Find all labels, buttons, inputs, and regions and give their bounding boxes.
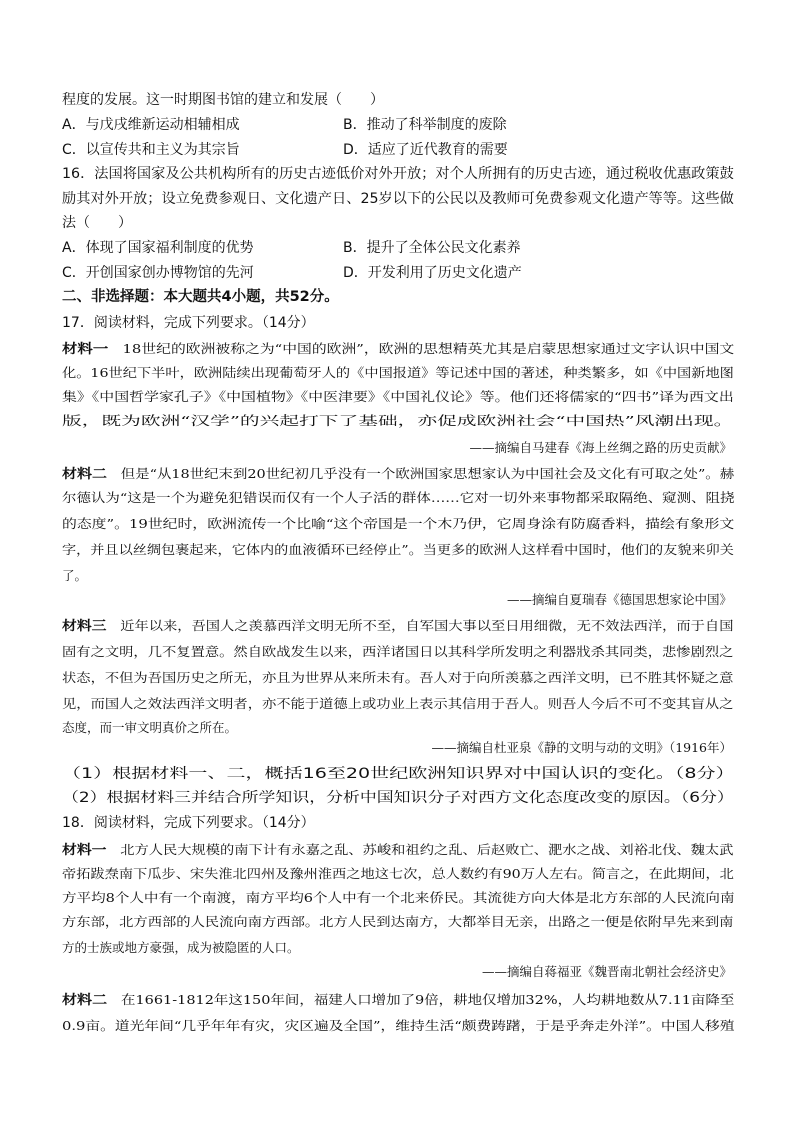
q16-option-d[interactable]: D．开发利用了历史文化遗产: [343, 265, 522, 281]
q17-material2-line-2: 尔德认为“这是一个为避免犯错误而仅有一个人子活的群体……它对一切外来事物都采取隔绝、窥测、阻挠: [62, 490, 735, 505]
q18-material2-line-1: 材料二 在1661-1812年这150年间，福建人口增加了9倍，耕地仅增加32%，人均耕地数从7.11亩降至: [62, 992, 735, 1008]
q18-material1-line-2: 帝拓跋焘南下瓜步、宋失淮北四州及豫州淮西之地这七次，总人数约有90万人左右。简言之，在此期间，北: [62, 866, 734, 881]
q16-option-b[interactable]: B．提升了全体公民文化素养: [343, 240, 521, 256]
q18-material1-line-5: 方的士族或地方豪强，成为被隐匿的人口。: [62, 940, 300, 955]
q15-option-c[interactable]: C．以宣传共和主义为其宗旨: [62, 142, 240, 158]
q18-stem: 18．阅读材料，完成下列要求。（14分）: [62, 815, 315, 831]
q18-material1-line-4: 方东部，北方西部的人民流向南方西部。北方人民到达南方，大都举目无亲，出路之一便是依附早先来到南: [62, 914, 734, 929]
q17-material1-line-4: 版，既为欧洲“汉学”的兴起打下了基础，亦促成欧洲社会“中国热”风潮出现。: [62, 413, 734, 428]
q18-material2-label: 材料二: [62, 993, 108, 1008]
q15-option-d[interactable]: D．适应了近代教育的需要: [343, 142, 508, 158]
q17-material3-source: ——摘编自杜亚泉《静的文明与动的文明》（1916年）: [431, 740, 732, 755]
q18-material1-line-1: 材料一 北方人民大规模的南下计有永嘉之乱、苏峻和祖约之乱、后赵败亡、淝水之战、刘裕北伐、魏太武: [62, 842, 734, 858]
q17-requirement-1: （1）根据材料一、二，概括16至20世纪欧洲知识界对中国认识的变化。（8分）: [62, 766, 735, 782]
q17-material1-source: ——摘编自马建春《海上丝绸之路的历史贡献》: [469, 440, 732, 455]
q18-material2-line-2: 0.9亩。道光年间“几乎年年有灾，灾区遍及全国”，维持生活“颇费踌躇，于是乎奔走外洋”。中国人移殖: [62, 1018, 735, 1033]
q17-material3-label: 材料三: [62, 619, 107, 634]
q17-material3-line-3: 状态，不但为吾国历史之所无，亦且为世界从来所未有。吾人对于向所羡慕之西洋文明，已不胜其怀疑之意: [62, 670, 734, 685]
q17-material1-line-2: 化。16世纪下半叶，欧洲陆续出现葡萄牙人的《中国报道》等记述中国的著述，种类繁多，如《中国新地图: [62, 365, 734, 380]
q17-material2-line-4: 字，并且以丝绸包裹起来，它体内的血液循环已经停止”。当更多的欧洲人这样看中国时，他们的友貌来卯关: [62, 542, 734, 557]
q17-material2-line-5: 了。: [62, 568, 88, 583]
q17-material3-line-4: 见，而国人之效法西洋文明者，亦不能于道德上或功业上表示其信用于吾人。则吾人今后不可不变其盲从之: [62, 696, 734, 711]
q17-material1-label: 材料一: [62, 342, 109, 357]
section-2-heading: 二、非选择题：本大题共4小题，共52分。: [62, 289, 339, 305]
q17-material2-line-1: 材料二 但是“从18世纪末到20世纪初几乎没有一个欧洲国家思想家认为中国社会及文化有可取之处”。赫: [62, 466, 735, 482]
q17-material2-source: ——摘编自夏瑞春《德国思想家论中国》: [506, 592, 732, 607]
q15-option-b[interactable]: B．推动了科举制度的废除: [343, 117, 507, 133]
q18-material1-source: ——摘编自蒋福亚《魏晋南北朝社会经济史》: [481, 964, 732, 979]
q17-material3-line-5: 态度，而一审文明真价之所在。: [62, 720, 238, 735]
q17-material1-line-1: 材料一 18世纪的欧洲被称之为“中国的欧洲”，欧洲的思想精英尤其是启蒙思想家通过文字认识中国文: [62, 341, 735, 357]
q16-stem-line-1: 16．法国将国家及公共机构所有的历史古迹低价对外开放；对个人所拥有的历史古迹，通过税收优惠政策鼓: [62, 166, 734, 182]
q18-material1-line-3: 方平均8个人中有一个南渡，南方平均6个人中有一个北来侨民。其流徙方向大体是北方东部的人民流向南: [62, 890, 735, 905]
q15-option-a[interactable]: A．与戊戌维新运动相辅相成: [62, 117, 240, 133]
q17-material3-line-2: 固有之文明，几不复置意。然自欧战发生以来，西洋诸国日以其科学所发明之利器戕杀其同类，悲惨剧烈之: [62, 644, 734, 659]
q17-material2-label: 材料二: [62, 467, 107, 482]
q16-options-row-2: [62, 262, 734, 284]
q16-stem-line-3: 法（ ）: [62, 215, 132, 231]
q16-option-c[interactable]: C．开创国家创办博物馆的先河: [62, 265, 254, 281]
q18-material1-label: 材料一: [62, 843, 107, 858]
q17-material3-line-1: 材料三 近年以来，吾国人之羡慕西洋文明无所不至，自军国大事以至日用细微，无不效法西洋，而于自国: [62, 618, 734, 634]
q16-option-a[interactable]: A．体现了国家福利制度的优势: [62, 240, 254, 256]
q15-stem-tail: 程度的发展。这一时期图书馆的建立和发展（ ）: [62, 92, 384, 108]
q16-stem-line-2: 励其对外开放；设立免费参观日、文化遗产日、25岁以下的公民以及教师可免费参观文化遗产等等。这些做: [62, 191, 734, 207]
q17-requirement-2: （2）根据材料三并结合所学知识，分析中国知识分子对西方文化态度改变的原因。（6分）: [62, 790, 734, 806]
q17-material1-line-3: 集》《中国哲学家孔子》《中国植物》《中医津要》《中国礼仪论》等。他们还将儒家的“四书”译为西文出: [62, 389, 734, 404]
q16-options-row-1: [62, 237, 734, 259]
q15-options-row-1: [62, 114, 734, 136]
q17-material2-line-3: 的态度”。19世纪时，欧洲流传一个比喻“这个帝国是一个木乃伊，它周身涂有防腐香料，描绘有象形文: [62, 516, 735, 531]
q15-options-row-2: [62, 139, 734, 161]
q17-stem: 17．阅读材料，完成下列要求。（14分）: [62, 315, 315, 331]
